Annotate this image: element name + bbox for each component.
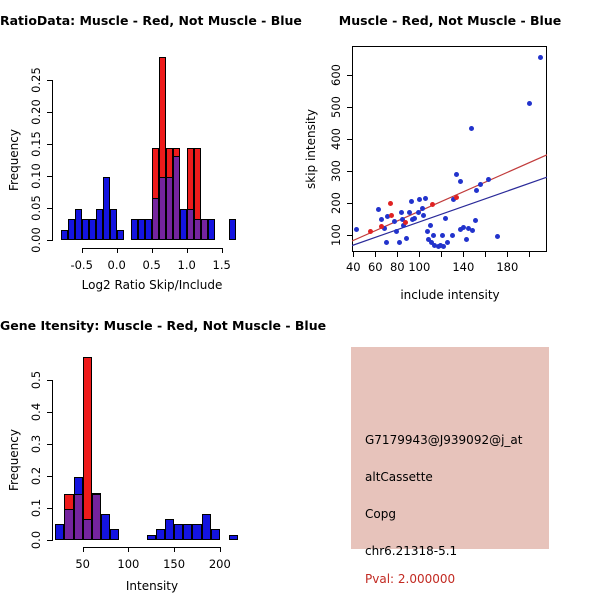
probe-id-text: G7179943@J939092@j_at [365,433,523,447]
hist-bar-blue [117,230,124,240]
scatter-point-blue [425,229,430,234]
y-tick-label: 0.10 [29,163,43,189]
x-tick [441,252,442,257]
hist-bar-red [159,57,166,178]
y-tick-label: 0.2 [29,466,43,486]
hist-bar-blue [229,219,236,240]
x-tick-label: 100 [117,557,140,571]
hist-bar-blue [103,177,110,240]
scatter-ylabel: skip intensity [304,109,318,189]
x-tick-label: 0.0 [107,258,126,272]
y-tick [47,476,52,477]
x-tick-label: 150 [163,557,186,571]
x-tick-label: 100 [408,260,431,274]
hist-bar-overlap [92,494,101,540]
y-tick [47,208,52,209]
y-tick-label: 0.20 [29,99,43,125]
scatter-point-blue [486,177,491,182]
hist-bar-blue [68,219,75,240]
scatter-point-blue [420,206,425,211]
hist-bar-blue [229,535,238,540]
hist-bar-overlap [64,509,73,540]
y-tick [47,176,52,177]
x-tick-label: 40 [345,260,361,274]
x-tick [83,547,84,552]
y-tick-label: 0.00 [29,227,43,253]
hist-bar-blue [75,209,82,240]
scatter-point-blue [384,240,389,245]
hist-bar-blue [55,524,64,540]
y-tick-label: 500 [329,96,343,118]
hist-bar-overlap [166,177,173,240]
y-tick [47,444,52,445]
hist-bar-blue [180,209,187,240]
gene-hist-xlabel: Intensity [125,579,179,593]
scatter-point-blue [407,210,412,215]
hist-bar-blue [110,209,117,240]
y-axis-line [52,380,53,541]
y-tick [47,508,52,509]
scatter-point-blue [417,197,422,202]
scatter-point-blue [409,199,414,204]
gene-name-text: Copg [365,507,396,521]
scatter-point-blue [404,236,409,241]
scatter-point-blue [445,240,450,245]
x-tick-label: 60 [367,260,383,274]
x-tick [507,252,508,257]
hist-bar-blue [208,219,215,240]
scatter-point-red [454,195,459,200]
scatter-point-blue [354,227,359,232]
y-tick-label: 400 [329,128,343,150]
scatter-point-blue [394,229,399,234]
hist-bar-blue [183,524,192,540]
scatter-point-blue [379,217,384,222]
y-axis-line [52,80,53,241]
x-tick [128,547,129,552]
x-tick [529,252,530,257]
y-tick [47,380,52,381]
hist-bar-blue [192,524,201,540]
hist-bar-blue [61,230,68,240]
hist-bar-blue [138,219,145,240]
hist-bar-red [173,148,180,157]
scatter-point-red [403,220,408,225]
scatter-point-blue [450,233,455,238]
scatter-point-blue [538,55,543,60]
hist-bar-red [194,148,201,219]
hist-bar-blue [174,524,183,540]
x-tick [174,547,175,552]
x-tick [419,252,420,257]
y-tick-label: 300 [329,160,343,182]
x-tick [397,252,398,257]
scatter-point-blue [431,233,436,238]
x-tick-label: 0.5 [142,258,161,272]
panel-scatter [300,0,600,300]
hist-bar-red [187,148,194,209]
x-tick [463,252,464,257]
hist-bar-blue [165,519,174,540]
scatter-title: Muscle - Red, Not Muscle - Blue [338,13,562,28]
hist-bar-blue [92,493,101,496]
y-tick [47,112,52,113]
hist-bar-blue [101,514,110,540]
scatter-point-blue [470,228,475,233]
panel-info-card [300,300,600,600]
hist-bar-overlap [187,209,194,240]
y-tick-label: 0.25 [29,67,43,93]
x-tick-label: -0.5 [70,258,93,272]
y-tick-label: 0.5 [29,370,43,390]
y-tick [47,80,52,81]
x-tick-label: 180 [496,260,519,274]
x-tick [375,252,376,257]
x-tick [353,252,354,257]
gene-hist-ylabel: Frequency [7,429,21,491]
pval-text: Pval: 2.000000 [365,572,456,586]
y-tick [47,144,52,145]
location-text: chr6.21318-5.1 [365,544,458,558]
panel-ratio-histogram [0,0,300,300]
hist-bar-red [83,357,92,520]
scatter-point-blue [392,219,397,224]
hist-bar-overlap [83,519,92,540]
x-tick [152,248,153,253]
scatter-point-blue [416,210,421,215]
x-tick [222,248,223,253]
x-tick-label: 1.5 [212,258,231,272]
y-tick-label: 0.0 [29,530,43,550]
hist-bar-blue [202,514,211,540]
hist-bar-blue [110,529,119,540]
y-tick [47,540,52,541]
ratio-hist-title: RatioData: Muscle - Red, Not Muscle - Blue [0,13,302,28]
hist-bar-red [152,148,159,198]
hist-bar-blue [147,535,156,540]
x-tick-label: 80 [389,260,405,274]
x-tick-label: 200 [208,557,231,571]
hist-bar-blue [145,219,152,240]
x-tick [117,248,118,253]
y-tick-label: 0.15 [29,131,43,157]
x-tick-label: 1.0 [177,258,196,272]
hist-bar-blue [74,477,83,495]
scatter-point-blue [458,179,463,184]
y-tick-label: 0.4 [29,402,43,422]
gene-hist-title: Gene Itensity: Muscle - Red, Not Muscle - Blue [0,318,327,333]
y-tick-label: 0.05 [29,195,43,221]
x-tick-label: 50 [75,557,90,571]
hist-bar-overlap [74,494,83,540]
hist-bar-overlap [159,177,166,240]
scatter-point-blue [397,240,402,245]
scatter-point-blue [376,207,381,212]
hist-bar-red [64,494,73,509]
ratio-hist-ylabel: Frequency [7,129,21,191]
x-tick [187,248,188,253]
y-tick-label: 0.3 [29,434,43,454]
y-tick-label: 200 [329,192,343,214]
hist-bar-blue [131,219,138,240]
x-tick [82,248,83,253]
panel-gene-histogram [0,300,327,600]
hist-bar-blue [211,529,220,540]
ratio-hist-xlabel: Log2 Ratio Skip/Include [81,278,223,292]
hist-bar-red [166,148,173,178]
hist-bar-blue [82,219,89,240]
event-type-text: altCassette [365,470,433,484]
x-tick [220,547,221,552]
y-tick-label: 0.1 [29,498,43,518]
scatter-point-blue [461,225,466,230]
info-card [351,347,549,586]
y-tick-label: 100 [329,224,343,246]
x-axis-line [83,547,221,548]
hist-bar-overlap [173,156,180,240]
x-tick-label: 140 [452,260,475,274]
scatter-point-blue [440,233,445,238]
y-tick-label: 600 [329,64,343,86]
y-tick [47,412,52,413]
hist-bar-blue [89,219,96,240]
scatter-point-blue [473,218,478,223]
hist-bar-overlap [194,219,201,240]
scatter-point-blue [469,126,474,131]
scatter-point-blue [495,234,500,239]
hist-bar-blue [96,209,103,240]
scatter-xlabel: include intensity [400,288,500,302]
scatter-point-blue [428,223,433,228]
hist-bar-overlap [152,198,159,240]
hist-bar-blue [156,529,165,540]
y-tick [47,240,52,241]
scatter-point-blue [454,172,459,177]
x-tick [485,252,486,257]
hist-bar-overlap [201,219,208,240]
